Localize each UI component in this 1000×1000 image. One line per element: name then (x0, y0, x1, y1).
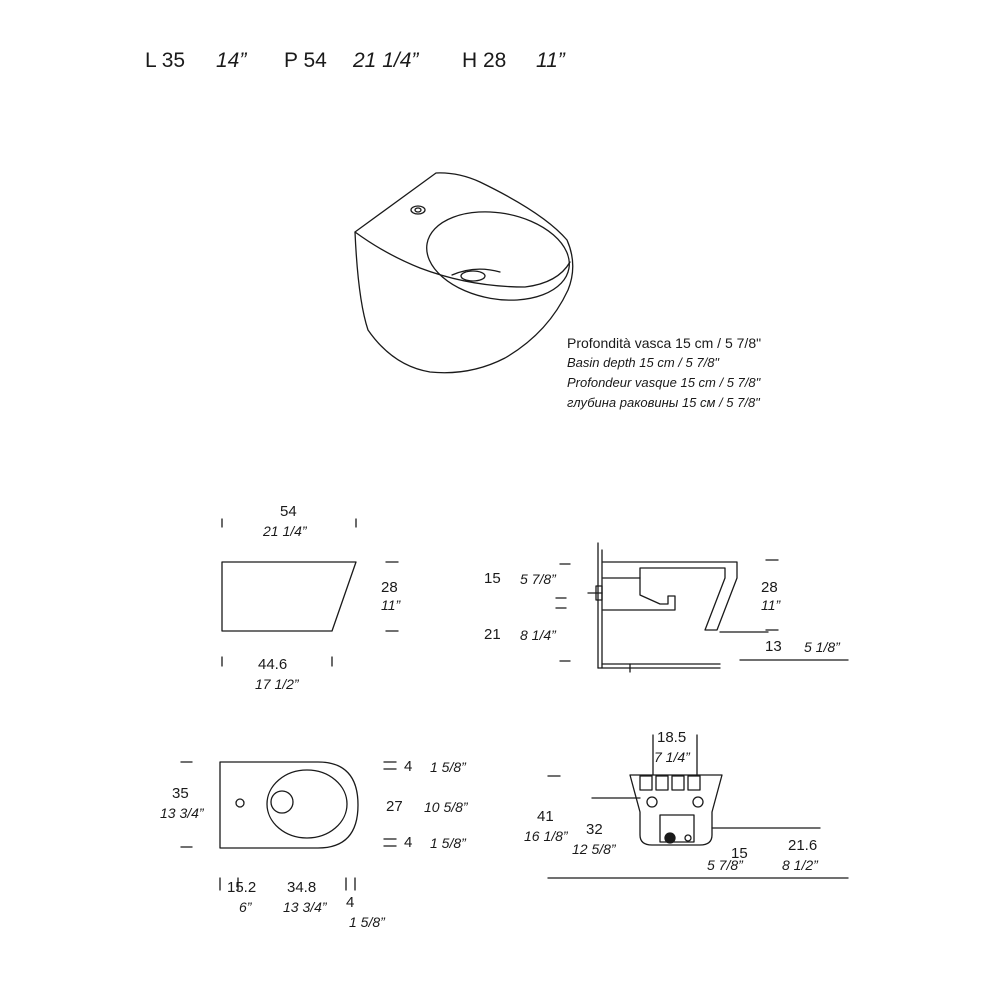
section-height-dim-inch: 11” (761, 597, 781, 613)
side-height-dim-cm: 28 (381, 579, 398, 596)
plan-t2-dim-inch: 1 5/8” (430, 835, 466, 851)
side-bottom-dim-cm: 44.6 (258, 656, 288, 673)
basin-depth-note-ru: глубина раковины 15 см / 5 7/8" (567, 395, 760, 410)
plan-width-dim-cm: 35 (172, 785, 189, 802)
plan-mid-dim-inch: 10 5/8” (424, 799, 468, 815)
plan-mid-dim-cm: 27 (386, 798, 403, 815)
rear-r-dim-cm: 21.6 (788, 837, 818, 854)
plan-d2-dim-inch: 13 3/4” (283, 899, 327, 915)
header-height-inch: 11” (536, 49, 565, 72)
rear-top-dim-cm: 18.5 (657, 729, 687, 746)
side-height-dim-inch: 11” (381, 597, 401, 613)
plan-d2-dim-cm: 34.8 (287, 879, 317, 896)
rear-c-dim-inch: 5 7/8” (707, 857, 743, 873)
section-b-dim-inch: 8 1/4” (520, 627, 556, 643)
header-height-cm: H 28 (462, 49, 507, 72)
plan-width-dim-inch: 13 3/4” (160, 805, 204, 821)
rear-top-dim-inch: 7 1/4” (654, 749, 690, 765)
header-width-inch: 14” (216, 49, 247, 72)
side-top-dim-inch: 21 1/4” (263, 523, 307, 539)
section-c-dim-inch: 5 1/8” (804, 639, 840, 655)
plan-d3-dim-inch: 1 5/8” (349, 914, 385, 930)
rear-h1-dim-cm: 41 (537, 808, 554, 825)
plan-d1-dim-inch: 6” (239, 899, 252, 915)
side-top-dim-cm: 54 (280, 503, 297, 520)
basin-depth-note-it: Profondità vasca 15 cm / 5 7/8" (567, 335, 762, 351)
plan-t1-dim-inch: 1 5/8” (430, 759, 466, 775)
bidet-perspective-drawing (355, 173, 576, 373)
plan-d3-dim-cm: 4 (346, 894, 355, 911)
plan-view-drawing (181, 762, 396, 890)
rear-h2-dim-inch: 12 5/8” (572, 841, 616, 857)
basin-depth-note-en: Basin depth 15 cm / 5 7/8" (567, 355, 720, 370)
rear-c-dim-cm: 15 (731, 845, 748, 862)
side-bottom-dim-inch: 17 1/2” (255, 676, 299, 692)
section-height-dim-cm: 28 (761, 579, 778, 596)
header-depth-inch: 21 1/4” (353, 49, 419, 72)
plan-t1-dim-cm: 4 (404, 758, 413, 775)
header-width-cm: L 35 (145, 49, 186, 72)
rear-h2-dim-cm: 32 (586, 821, 603, 838)
rear-h1-dim-inch: 16 1/8” (524, 828, 568, 844)
section-a-dim-inch: 5 7/8” (520, 571, 556, 587)
section-a-dim-cm: 15 (484, 570, 501, 587)
section-b-dim-cm: 21 (484, 626, 501, 643)
header-depth-cm: P 54 (284, 49, 327, 72)
rear-r-dim-inch: 8 1/2” (782, 857, 818, 873)
basin-depth-note-fr: Profondeur vasque 15 cm / 5 7/8" (567, 375, 761, 390)
side-view-drawing (222, 519, 401, 666)
section-c-dim-cm: 13 (765, 638, 782, 655)
plan-d1-dim-cm: 15.2 (227, 879, 257, 896)
plan-t2-dim-cm: 4 (404, 834, 413, 851)
